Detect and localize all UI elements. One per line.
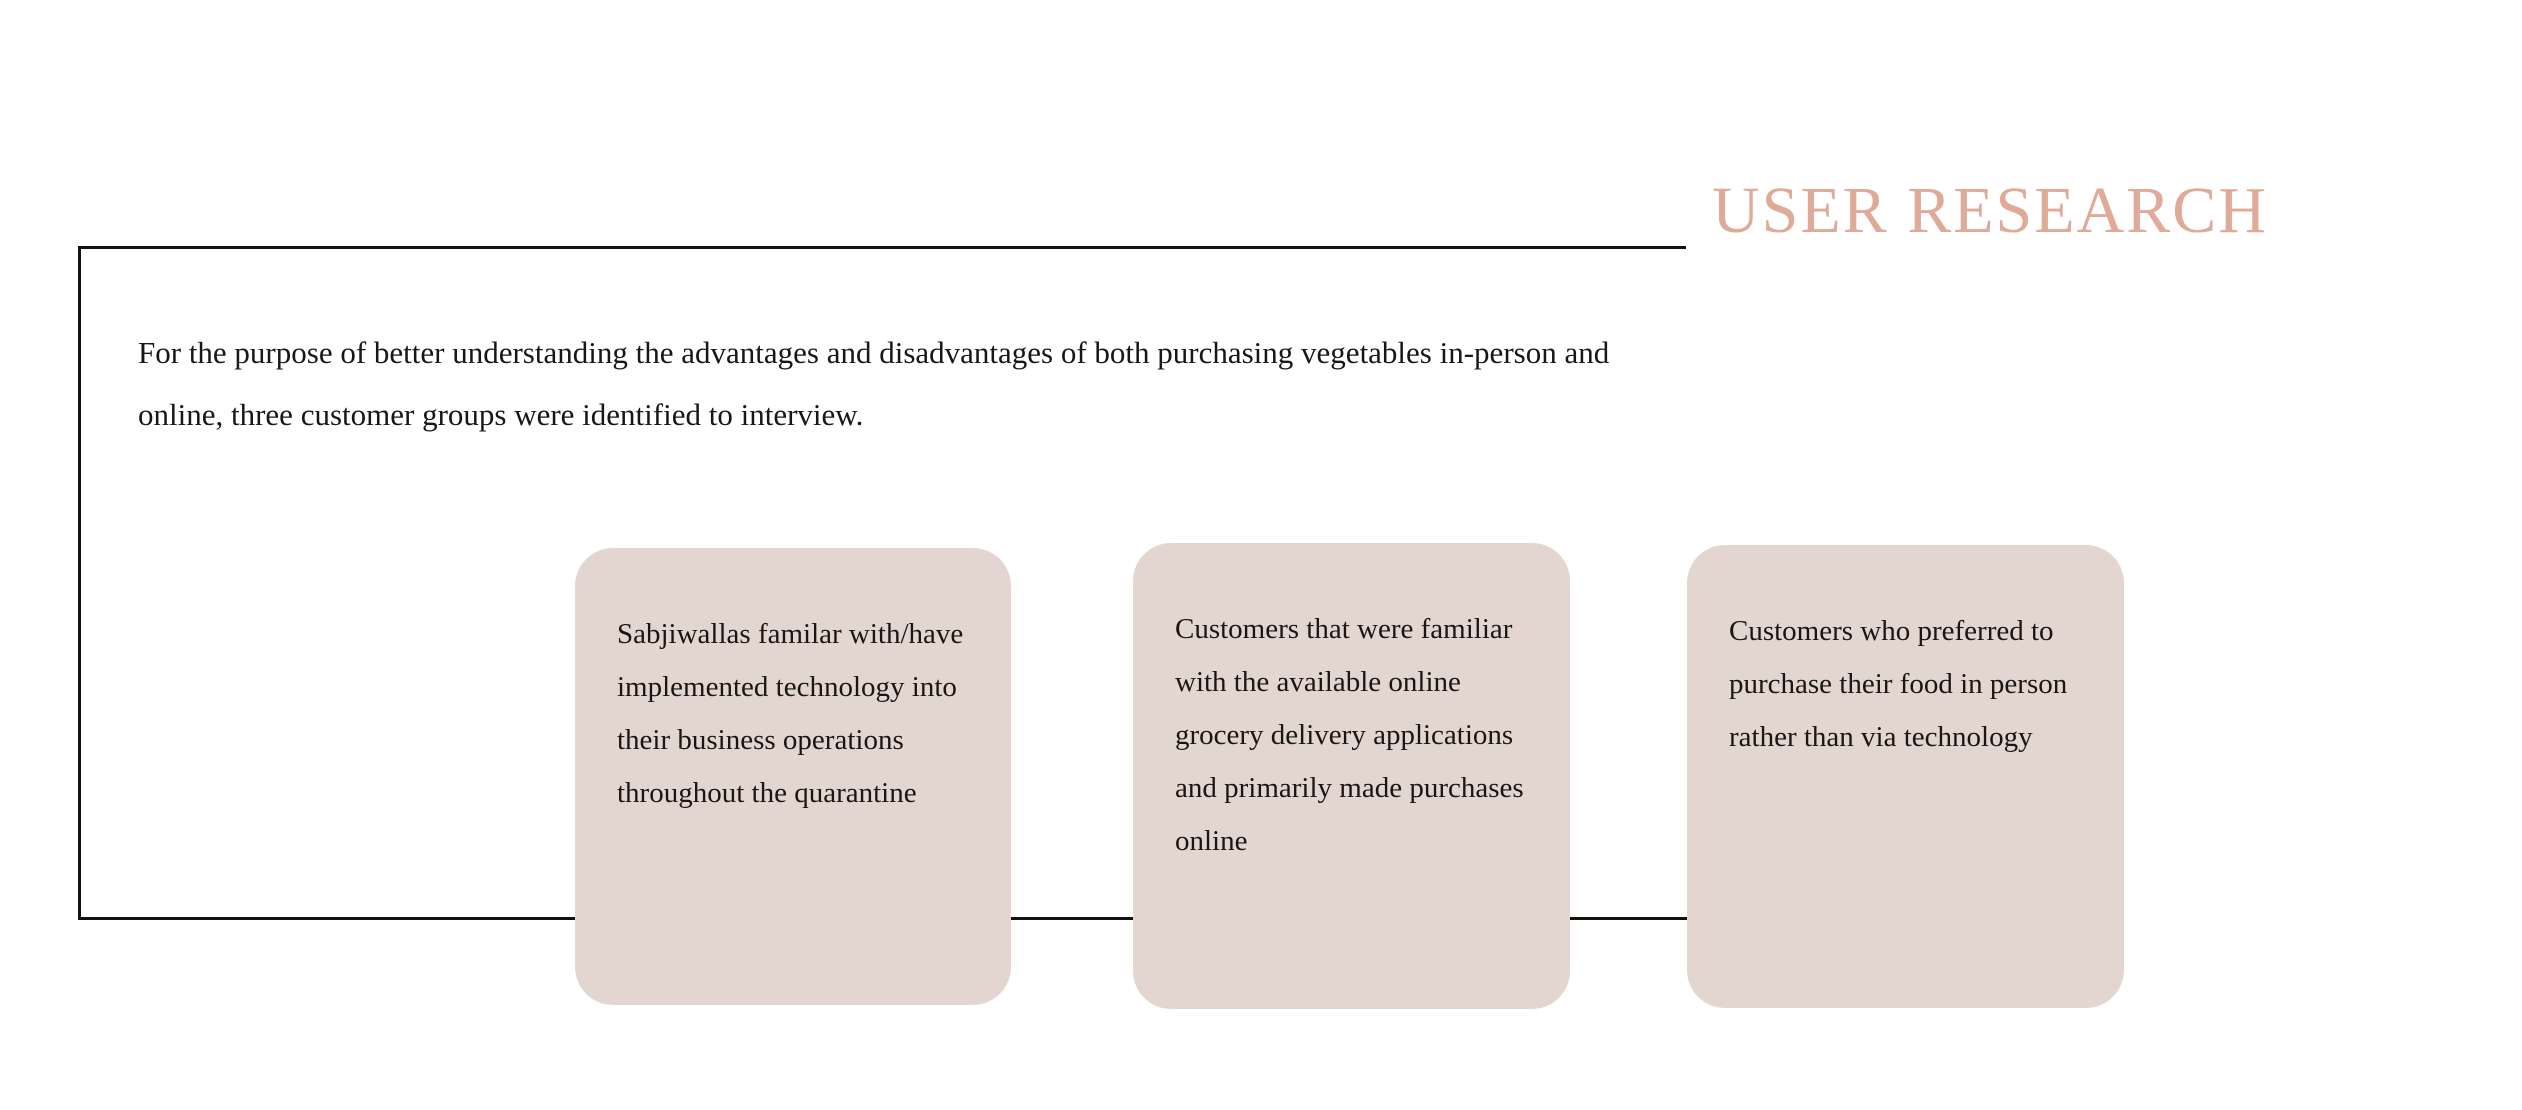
- frame-left-line: [78, 246, 81, 920]
- connector-line-2: [1558, 917, 1688, 920]
- user-group-card-3: [1687, 545, 2124, 1008]
- connector-line-1: [1010, 917, 1146, 920]
- user-group-card-1: [575, 548, 1011, 1005]
- user-group-card-3-text: Customers who preferred to purchase their food in person rather than via technology: [1729, 615, 2068, 753]
- page-title: USER RESEARCH: [1712, 174, 2268, 247]
- user-group-card-2: [1133, 543, 1570, 1009]
- frame-top-line: [78, 246, 1686, 249]
- intro-paragraph: For the purpose of better understanding the advantages and disadvantages of both purchasing vegetables in-person and online, three customer groups were identified to interview.: [138, 335, 1610, 432]
- user-group-card-1-text: Sabjiwallas familar with/have implemented technology into their business operations throughout the quarantine: [617, 618, 964, 809]
- user-group-card-2-text: Customers that were familiar with the available online grocery delivery applications and primarily made purchases online: [1175, 613, 1524, 857]
